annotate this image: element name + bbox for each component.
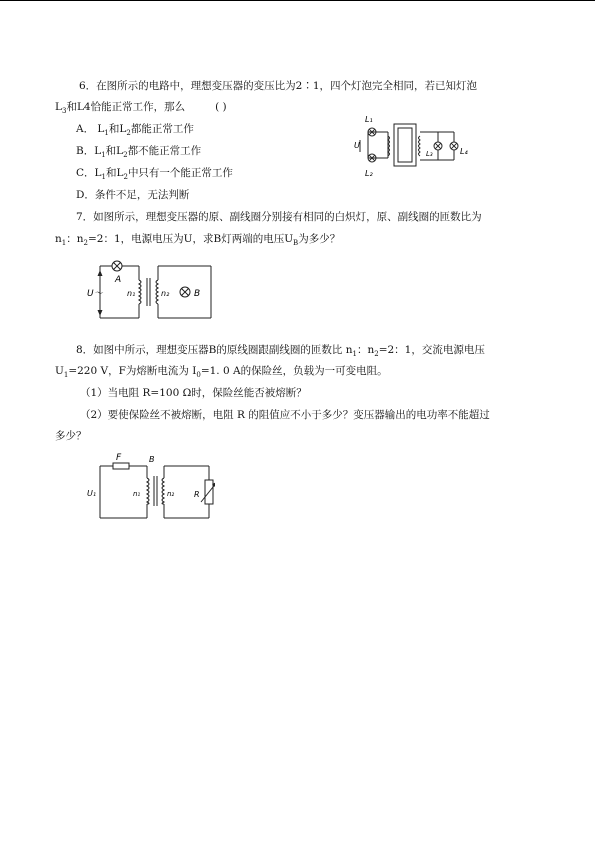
q8-fig-label-u1: U₁	[87, 489, 97, 498]
q6-fig-label-l2: L₂	[365, 169, 373, 178]
q8-fig-label-n2: n₂	[167, 490, 175, 498]
q6-fig-label-u: U	[354, 141, 360, 150]
q6-fig-label-l4: L₄	[460, 147, 468, 156]
q6-fig-label-l1: L₁	[365, 115, 373, 124]
q6-circuit-figure	[350, 108, 490, 180]
q7-fig-label-n2: n₂	[161, 289, 170, 298]
q6-option-a: A． $L_1$和$L_2$都能正常工作	[76, 123, 194, 138]
q6-option-d: D．条件不足，无法判断	[76, 189, 190, 201]
q6-fig-label-l3: L₃	[426, 150, 433, 158]
q8-circuit-figure	[85, 452, 215, 522]
q8-fig-label-n1: n₁	[133, 490, 141, 498]
q8-line2: $U_1=220$ V，F为熔断电流为 $I_0=1$. 0 A的保险丝，负载为一可变电阻。	[55, 365, 388, 380]
q6-option-b: B．$L_1$和$L_2$都不能正常工作	[76, 145, 202, 160]
q8-sub2-cont: 多少？	[55, 430, 87, 442]
q8-line1: 8．如图中所示，理想变压器B的原线圈跟副线圈的匝数比 $n_1$：$n_2=2$：1，交流电源电压	[76, 344, 485, 359]
q8-fig-label-b: B	[149, 455, 155, 464]
answer-blank: ( )	[215, 101, 227, 113]
q8-fig-label-f: F	[116, 453, 122, 463]
top-rule	[0, 0, 595, 1]
q7-fig-label-a: A	[115, 275, 122, 285]
q8-sub2: （2）要使保险丝不被熔断，电阻 R 的阻值应不小于多少？变压器输出的电功率不能超过	[80, 409, 490, 421]
q6-option-c: C．$L_1$和$L_2$中只有一个能正常工作	[76, 167, 233, 182]
q7-fig-label-b: B	[194, 289, 201, 299]
q8-sub1: （1）当电阻 R=100 Ω时，保险丝能否被熔断？	[80, 387, 307, 399]
q6-line1: 6．在图所示的电路中，理想变压器的变压比为2∶1，四个灯泡完全相同，若已知灯泡	[79, 80, 478, 92]
q7-circuit-figure	[85, 258, 215, 322]
q7-fig-label-u: U～	[87, 289, 103, 299]
q8-fig-label-r: R	[194, 490, 200, 499]
q6-line2: $L_3$和L4恰能正常工作，那么 ( )	[55, 101, 227, 116]
q7-line2: $n_1$：$n_2=2$：1，电源电压为U，求B灯两端的电压$U_B$为多少？	[55, 233, 341, 248]
q7-fig-label-n1: n₁	[127, 289, 136, 298]
q7-line1: 7．如图所示，理想变压器的原、副线圈分别接有相同的白炽灯，原、副线圈的匝数比为	[76, 211, 482, 223]
